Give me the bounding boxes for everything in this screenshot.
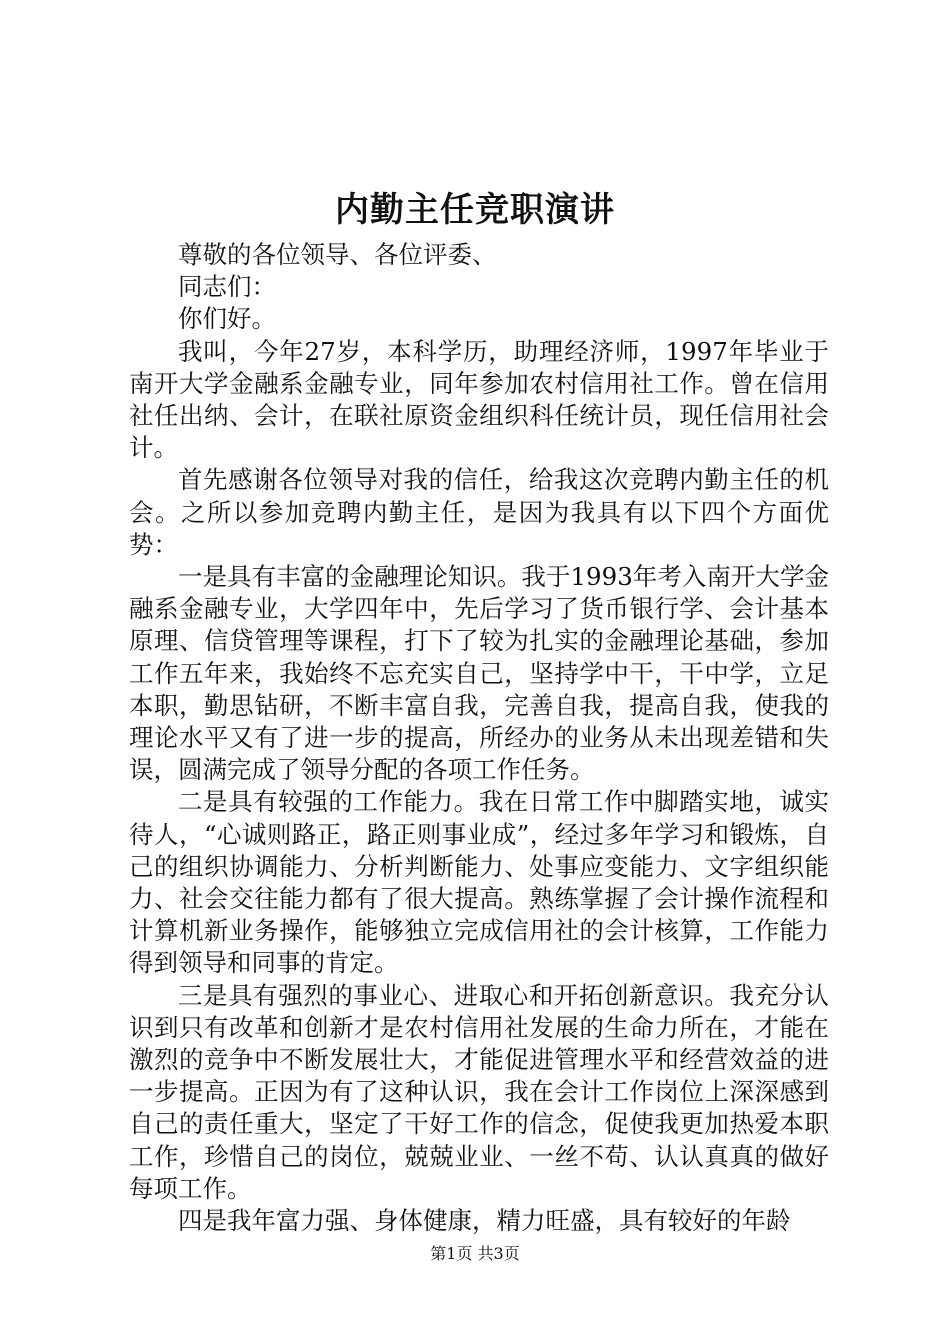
paragraph-advantage-3: 三是具有强烈的事业心、进取心和开拓创新意识。我充分认识到只有改革和创新才是农村信用社发展的生命力所在，才能在激烈的竞争中不断发展壮大，才能促进管理水平和经营效益的进一步提高。正因为有了这种认识，我在会计工作岗位上深深感到自己的责任重大，坚定了干好工作的信念，促使我更加热爱本职工作，珍惜自己的岗位，兢兢业业、一丝不苟、认认真真的做好每项工作。 (129, 980, 829, 1203)
paragraph-advantage-2: 二是具有较强的工作能力。我在日常工作中脚踏实地，诚实待人，“心诚则路正，路正则事业成”，经过多年学习和锻炼，自己的组织协调能力、分析判断能力、处事应变能力、文字组织能力、社会交往能力都有了很大提高。熟练掌握了会计操作流程和计算机新业务操作，能够独立完成信用社的会计核算，工作能力得到领导和同事的肯定。 (129, 787, 829, 978)
paragraph-advantage-4: 四是我年富力强、身体健康，精力旺盛，具有较好的年龄 (178, 1206, 791, 1236)
paragraph-self-intro: 我叫，今年27岁，本科学历，助理经济师，1997年毕业于南开大学金融系金融专业，同年参加农村信用社工作。曾在信用社任出纳、会计，在联社原资金组织科任统计员，现任信用社会计。 (129, 336, 829, 463)
paragraph-comrades: 同志们： (178, 272, 276, 302)
document-body (129, 239, 829, 1237)
page-number-footer: 第1页 共3页 (430, 1244, 520, 1263)
paragraph-advantage-1: 一是具有丰富的金融理论知识。我于1993年考入南开大学金融系金融专业，大学四年中，先后学习了货币银行学、会计基本原理、信贷管理等课程，打下了较为扎实的金融理论基础，参加工作五年来，我始终不忘充实自己，坚持学中干，干中学，立足本职，勤思钻研，不断丰富自我，完善自我，提高自我，使我的理论水平又有了进一步的提高，所经办的业务从未出现差错和失误，圆满完成了领导分配的各项工作任务。 (129, 562, 829, 785)
paragraph-thanks: 首先感谢各位领导对我的信任，给我这次竞聘内勤主任的机会。之所以参加竞聘内勤主任，是因为我具有以下四个方面优势： (129, 465, 829, 559)
paragraph-salutation: 尊敬的各位领导、各位评委、 (178, 240, 497, 269)
paragraph-greeting: 你们好。 (178, 304, 276, 334)
document-title: 内勤主任竞职演讲 (335, 190, 615, 230)
